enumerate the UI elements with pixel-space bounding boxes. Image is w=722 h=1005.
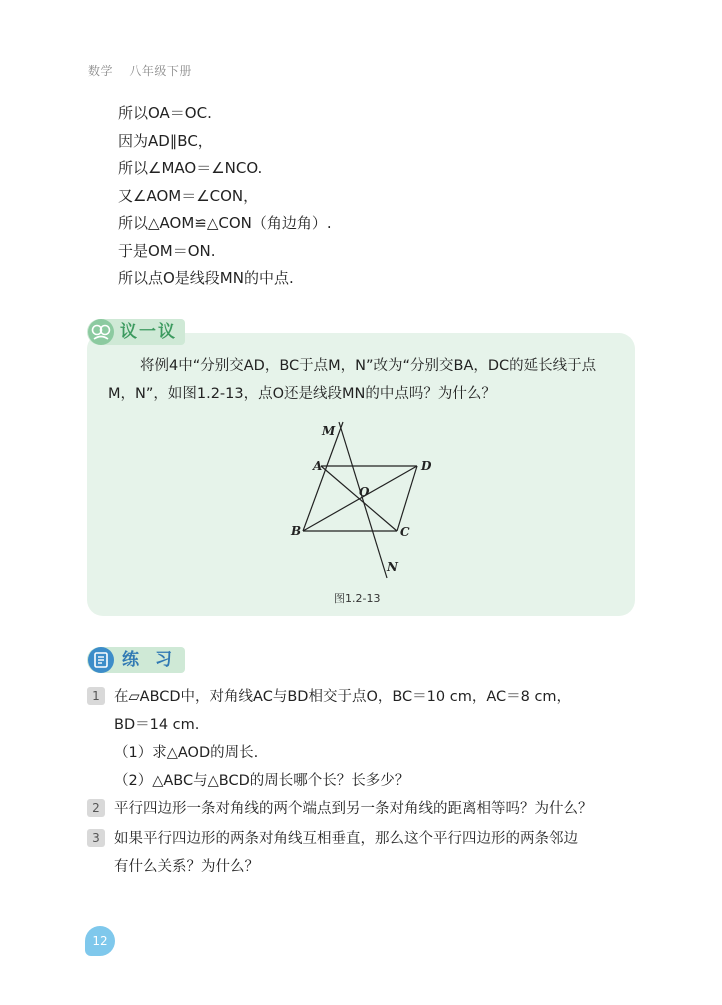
label-b: B bbox=[291, 524, 302, 538]
page-number: 12 bbox=[85, 926, 115, 956]
label-a: A bbox=[313, 459, 323, 473]
header-grade: 八年级下册 bbox=[129, 64, 192, 78]
exercise-subquestion: （2）△ABC与△BCD的周长哪个长？长多少？ bbox=[114, 773, 410, 789]
exercise-number: 3 bbox=[87, 829, 105, 847]
discuss-title: 议一议 bbox=[120, 322, 177, 342]
discuss-icon bbox=[88, 319, 114, 345]
exercise-text: 平行四边形一条对角线的两个端点到另一条对角线的距离相等吗？为什么？ bbox=[114, 801, 593, 817]
header-subject: 数学 bbox=[88, 64, 114, 78]
exercise-3 bbox=[87, 825, 637, 881]
proof-line: 于是OM＝ON. bbox=[118, 241, 216, 260]
exercise-text: 在▱ABCD中，对角线AC与BD相交于点O，BC＝10 cm，AC＝8 cm， bbox=[114, 689, 572, 705]
practice-title: 练习 bbox=[122, 650, 188, 670]
label-n: N bbox=[387, 560, 398, 574]
exercise-text: 如果平行四边形的两条对角线互相垂直，那么这个平行四边形的两条邻边 bbox=[114, 831, 578, 847]
exercise-text: 有什么关系？为什么？ bbox=[114, 859, 259, 875]
figure-parallelogram bbox=[280, 418, 440, 587]
page-header bbox=[88, 62, 204, 79]
exercise-number: 2 bbox=[87, 799, 105, 817]
proof-block bbox=[118, 100, 332, 293]
proof-line: 所以点O是线段MN的中点. bbox=[118, 269, 294, 287]
label-o: O bbox=[359, 485, 370, 499]
proof-line: 所以∠MAO＝∠NCO. bbox=[118, 159, 263, 177]
proof-line: 所以OA＝OC. bbox=[118, 104, 212, 122]
proof-line: 又∠AOM＝∠CON， bbox=[118, 186, 259, 205]
exercise-subquestion: （1）求△AOD的周长. bbox=[114, 745, 259, 761]
exercise-2 bbox=[87, 795, 637, 823]
label-c: C bbox=[400, 525, 410, 539]
label-d: D bbox=[421, 459, 432, 473]
discuss-text: 将例4中“分别交AD，BC于点M，N”改为“分别交BA，DC的延长线于点M，N”，如图1.2-13，点O还是线段MN的中点吗？为什么？ bbox=[108, 358, 597, 402]
practice-icon bbox=[88, 647, 114, 673]
label-m: M bbox=[322, 424, 336, 438]
proof-line: 因为AD∥BC， bbox=[118, 131, 213, 150]
figure-caption: 图1.2-13 bbox=[334, 592, 381, 605]
proof-line: 所以△AOM≌△CON（角边角）. bbox=[118, 214, 332, 232]
exercise-text: BD＝14 cm. bbox=[114, 717, 200, 733]
exercise-1 bbox=[87, 683, 637, 795]
exercise-number: 1 bbox=[87, 687, 105, 705]
